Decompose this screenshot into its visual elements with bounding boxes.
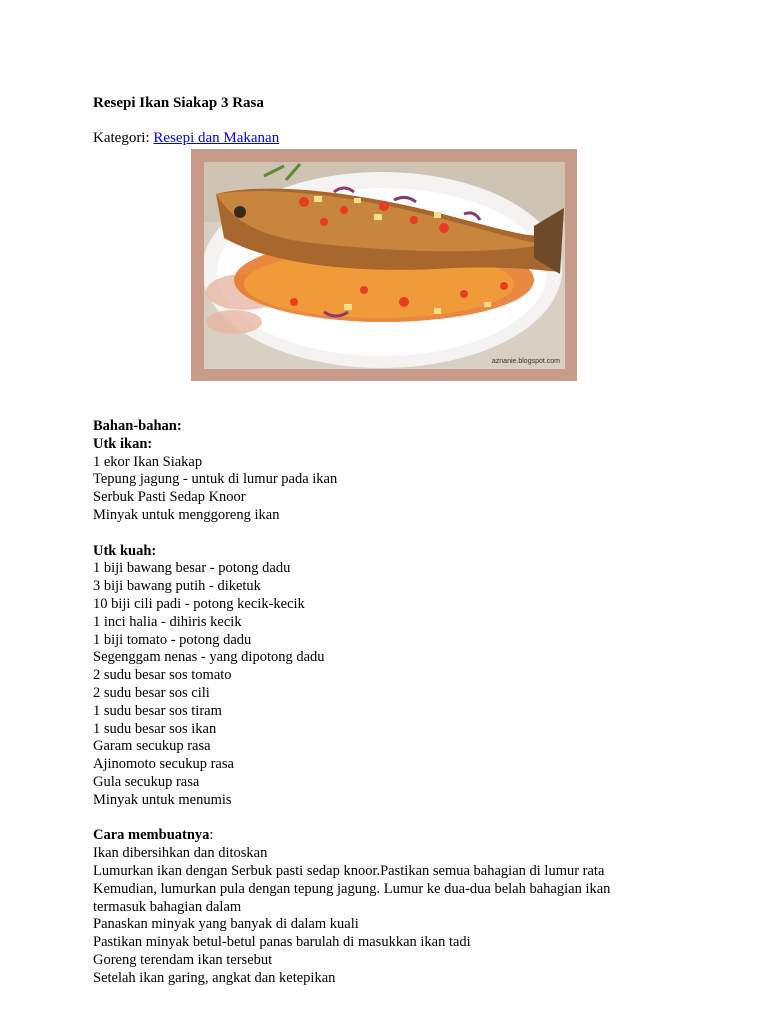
ikan-item: Serbuk Pasti Sedap Knoor [93, 489, 246, 506]
cara-step: Lumurkan ikan dengan Serbuk pasti sedap knoor.Pastikan semua bahagian di lumur rata [93, 862, 605, 879]
kuah-item: 2 sudu besar sos tomato [93, 667, 232, 684]
cara-step: Pastikan minyak betul-betul panas barulah di masukkan ikan tadi [93, 934, 471, 951]
page-title: Resepi Ikan Siakap 3 Rasa [93, 95, 264, 111]
ikan-item: Minyak untuk menggoreng ikan [93, 506, 280, 523]
kuah-item: 1 sudu besar sos ikan [93, 720, 217, 737]
kategori-link[interactable]: Resepi dan Makanan [153, 130, 280, 146]
kuah-item: Garam secukup rasa [93, 738, 211, 755]
fish-dish-illustration [204, 162, 565, 369]
kuah-item: Minyak untuk menumis [93, 791, 232, 808]
bahan-heading: Bahan-bahan: [93, 418, 182, 434]
kuah-item: 1 biji tomato - potong dadu [93, 631, 252, 648]
cara-step: Panaskan minyak yang banyak di dalam kuali [93, 916, 359, 933]
document-page [93, 93, 733, 986]
photo-watermark: aznanie.blogspot.com [491, 358, 560, 365]
kategori-label: Kategori: [93, 130, 154, 146]
cara-step: Goreng terendam ikan tersebut [93, 951, 273, 968]
cara-colon: : [209, 827, 214, 844]
kuah-item: 1 sudu besar sos tiram [93, 702, 222, 719]
kuah-item: 1 biji bawang besar - potong dadu [93, 560, 291, 577]
kuah-item: Gula secukup rasa [93, 773, 200, 790]
recipe-photo [191, 149, 577, 381]
ikan-heading: Utk ikan: [93, 435, 153, 452]
kuah-item: 10 biji cili padi - potong kecik-kecik [93, 595, 305, 612]
spacer [93, 525, 733, 543]
cara-step: Ikan dibersihkan dan ditoskan [93, 845, 268, 862]
cara-step: Setelah ikan garing, angkat dan ketepikan [93, 969, 336, 986]
kategori-line [93, 129, 733, 147]
kuah-item: 1 inci halia - dihiris kecik [93, 613, 242, 630]
ikan-item: Tepung jagung - untuk di lumur pada ikan [93, 471, 338, 488]
cara-heading: Cara membuatnya [93, 827, 210, 844]
kuah-heading: Utk kuah: [93, 542, 157, 559]
ikan-item: 1 ekor Ikan Siakap [93, 453, 203, 470]
cara-step: Kemudian, lumurkan pula dengan tepung jagung. Lumur ke dua-dua belah bahagian ikan termasuk bahagian dalam [93, 880, 611, 915]
kuah-item: 3 biji bawang putih - diketuk [93, 578, 261, 595]
cara-heading-line [93, 827, 733, 845]
kuah-item: Segenggam nenas - yang dipotong dadu [93, 649, 325, 666]
recipe-content [93, 418, 733, 988]
spacer [93, 810, 733, 828]
kuah-item: Ajinomoto secukup rasa [93, 756, 234, 773]
kuah-item: 2 sudu besar sos cili [93, 684, 210, 701]
